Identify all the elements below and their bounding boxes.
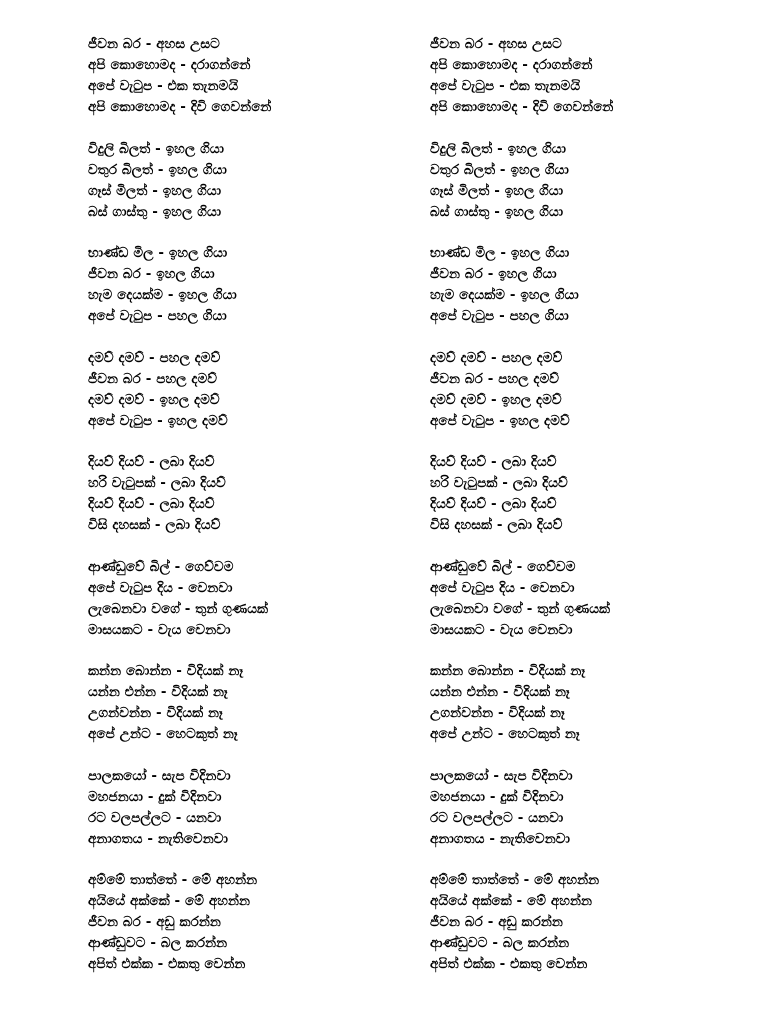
poem-line: ජීවන බර - අහස උසට	[430, 36, 562, 52]
poem-line: ලැබෙනවා වගේ - තුන් ගුණයක්	[430, 600, 611, 617]
poem-line: දියව් දියව් - ලබා දියව්	[430, 496, 557, 512]
stanza	[88, 243, 388, 327]
poem-line: අපිත් එක්ක - එකතු වෙන්න	[430, 956, 588, 972]
poem-line: ආණ්ඩුවට - බල කරන්න	[430, 935, 570, 951]
poem-line: යන්න එන්න - විදියක් නෑ	[88, 684, 228, 700]
stanza	[430, 452, 730, 536]
poem-line: භාණ්ඩ මිල - ඉහල ගියා	[88, 245, 228, 261]
poem-line: අම්මේ තාත්තේ - මේ අහන්න	[88, 872, 258, 888]
poem-line: අපි කොහොමද - දිවි ගෙවන්නේ	[88, 99, 272, 115]
poem-line: විසි දහසක් - ලබා දියව්	[430, 517, 563, 533]
poem-line: අපේ වැටුප දිය - වෙනවා	[430, 579, 575, 596]
poem-line: අපි කොහොමද - දරාගන්නේ	[88, 57, 251, 73]
poem-line: අනාගතය - නැතිවෙනවා	[430, 830, 571, 847]
poem-line: අපේ වැටුප - ඉහල දමව්	[430, 412, 570, 429]
poem-line: කන්න බොන්න - විදියක් නෑ	[430, 663, 586, 679]
poem-line: ලැබෙනවා වගේ - තුන් ගුණයක්	[88, 600, 269, 617]
poem-line: අපේ උන්ට - හෙටකුත් නෑ	[88, 726, 238, 742]
poem-line: ජීවන බර - පහල දමව්	[430, 370, 560, 387]
stanza	[88, 766, 388, 850]
poem-line: අපේ වැටුප - එක තැනමයි	[430, 78, 581, 94]
poem-line: බස් ගාස්තු - ඉහල ගියා	[430, 203, 564, 220]
poem-line: මාසයකට - වැය වෙනවා	[88, 621, 231, 638]
poem-line: ආණ්ඩුවේ බිල් - ගෙව්වම	[430, 558, 576, 575]
poem-line: අනාගතය - නැතිවෙනවා	[88, 830, 229, 847]
poem-line: දමව් දමව් - ඉහල දමව්	[88, 391, 220, 408]
poem-line: හැම දෙයක්ම - ඉහල ගියා	[88, 287, 237, 303]
poem-line: අපේ වැටුප - ඉහල දමව්	[88, 412, 228, 429]
poem-line: දමව් දමව් - පහල දමව්	[88, 349, 221, 366]
poem-line: ජීවන බර - අහස උසට	[88, 36, 220, 52]
poem-line: අපේ වැටුප දිය - වෙනවා	[88, 579, 233, 596]
poem-line: ආණ්ඩුවේ බිල් - ගෙව්වම	[88, 558, 234, 575]
poem-line: ගෑස් මිලත් - ඉහල ගියා	[88, 182, 222, 199]
poem-line: විසි දහසක් - ලබා දියව්	[88, 517, 221, 533]
poem-line: දමව් දමව් - පහල දමව්	[430, 349, 563, 366]
poem-line: අයියේ අක්කේ - මේ අහන්න	[430, 893, 593, 909]
poem-line: මහජනයා - දුක් විදිනවා	[430, 788, 564, 805]
poem-line: පාලකයෝ - සැප විදිනවා	[430, 767, 573, 784]
poem-line: දියව් දියව් - ලබා දියව්	[430, 454, 557, 470]
poem-column-right	[430, 34, 730, 996]
poem-line: අයියේ අක්කේ - මේ අහන්න	[88, 893, 251, 909]
poem-line: වතුර බිලත් - ඉහල ගියා	[88, 161, 227, 178]
poem-line: අම්මේ තාත්තේ - මේ අහන්න	[430, 872, 600, 888]
poem-line: බස් ගාස්තු - ඉහල ගියා	[88, 203, 222, 220]
stanza	[88, 139, 388, 223]
stanza	[430, 870, 730, 975]
poem-line: වතුර බිලත් - ඉහල ගියා	[430, 161, 569, 178]
poem-line: හරි වැටුපක් - ලබා දියව්	[430, 475, 568, 491]
stanza	[88, 661, 388, 745]
poem-line: රට වලපල්ලට - යනවා	[430, 809, 564, 826]
stanza	[430, 243, 730, 327]
poem-line: හැම දෙයක්ම - ඉහල ගියා	[430, 287, 579, 303]
poem-line: අපේ වැටුප - එක තැනමයි	[88, 78, 239, 94]
poem-line: පාලකයෝ - සැප විදිනවා	[88, 767, 231, 784]
poem-line: කන්න බොන්න - විදියක් නෑ	[88, 663, 244, 679]
poem-line: අපි කොහොමද - දරාගන්නේ	[430, 57, 593, 73]
poem-line: ජීවන බර - පහල දමව්	[88, 370, 218, 387]
poem-line: අපේ වැටුප - පහල ගියා	[88, 308, 227, 324]
poem-line: ගෑස් මිලත් - ඉහල ගියා	[430, 182, 564, 199]
poem-line: අපේ උන්ට - හෙටකුත් නෑ	[430, 726, 580, 742]
stanza	[88, 557, 388, 641]
poem-line: දියව් දියව් - ලබා දියව්	[88, 496, 215, 512]
poem-line: මහජනයා - දුක් විදිනවා	[88, 788, 222, 805]
stanza	[88, 34, 388, 118]
poem-line: යන්න එන්න - විදියක් නෑ	[430, 684, 570, 700]
stanza	[430, 661, 730, 745]
poem-line: හරි වැටුපක් - ලබා දියව්	[88, 475, 226, 491]
stanza	[430, 348, 730, 432]
poem-line: ජීවන බර - අඩු කරන්න	[88, 914, 221, 930]
poem-column-left	[88, 34, 388, 996]
poem-line: ජීවන බර - අඩු කරන්න	[430, 914, 563, 930]
poem-line: දියව් දියව් - ලබා දියව්	[88, 454, 215, 470]
poem-line: භාණ්ඩ මිල - ඉහල ගියා	[430, 245, 570, 261]
poem-line: විදුලි බිලත් - ඉහල ගියා	[88, 140, 225, 157]
poem-line: උගන්වන්න - විදියක් නෑ	[430, 705, 565, 721]
stanza	[430, 557, 730, 641]
poem-line: ජීවන බර - ඉහල ගියා	[430, 266, 557, 282]
poem-line: අපි කොහොමද - දිවි ගෙවන්නේ	[430, 99, 614, 115]
stanza	[430, 139, 730, 223]
poem-line: දමව් දමව් - ඉහල දමව්	[430, 391, 562, 408]
poem-line: මාසයකට - වැය වෙනවා	[430, 621, 573, 638]
stanza	[88, 452, 388, 536]
poem-line: රට වලපල්ලට - යනවා	[88, 809, 222, 826]
stanza	[430, 766, 730, 850]
poem-line: උගන්වන්න - විදියක් නෑ	[88, 705, 223, 721]
stanza	[88, 870, 388, 975]
poem-line: ආණ්ඩුවට - බල කරන්න	[88, 935, 228, 951]
poem-line: ජීවන බර - ඉහල ගියා	[88, 266, 215, 282]
poem-line: අපේ වැටුප - පහල ගියා	[430, 308, 569, 324]
stanza	[88, 348, 388, 432]
poem-line: අපිත් එක්ක - එකතු වෙන්න	[88, 956, 246, 972]
stanza	[430, 34, 730, 118]
poem-line: විදුලි බිලත් - ඉහල ගියා	[430, 140, 567, 157]
